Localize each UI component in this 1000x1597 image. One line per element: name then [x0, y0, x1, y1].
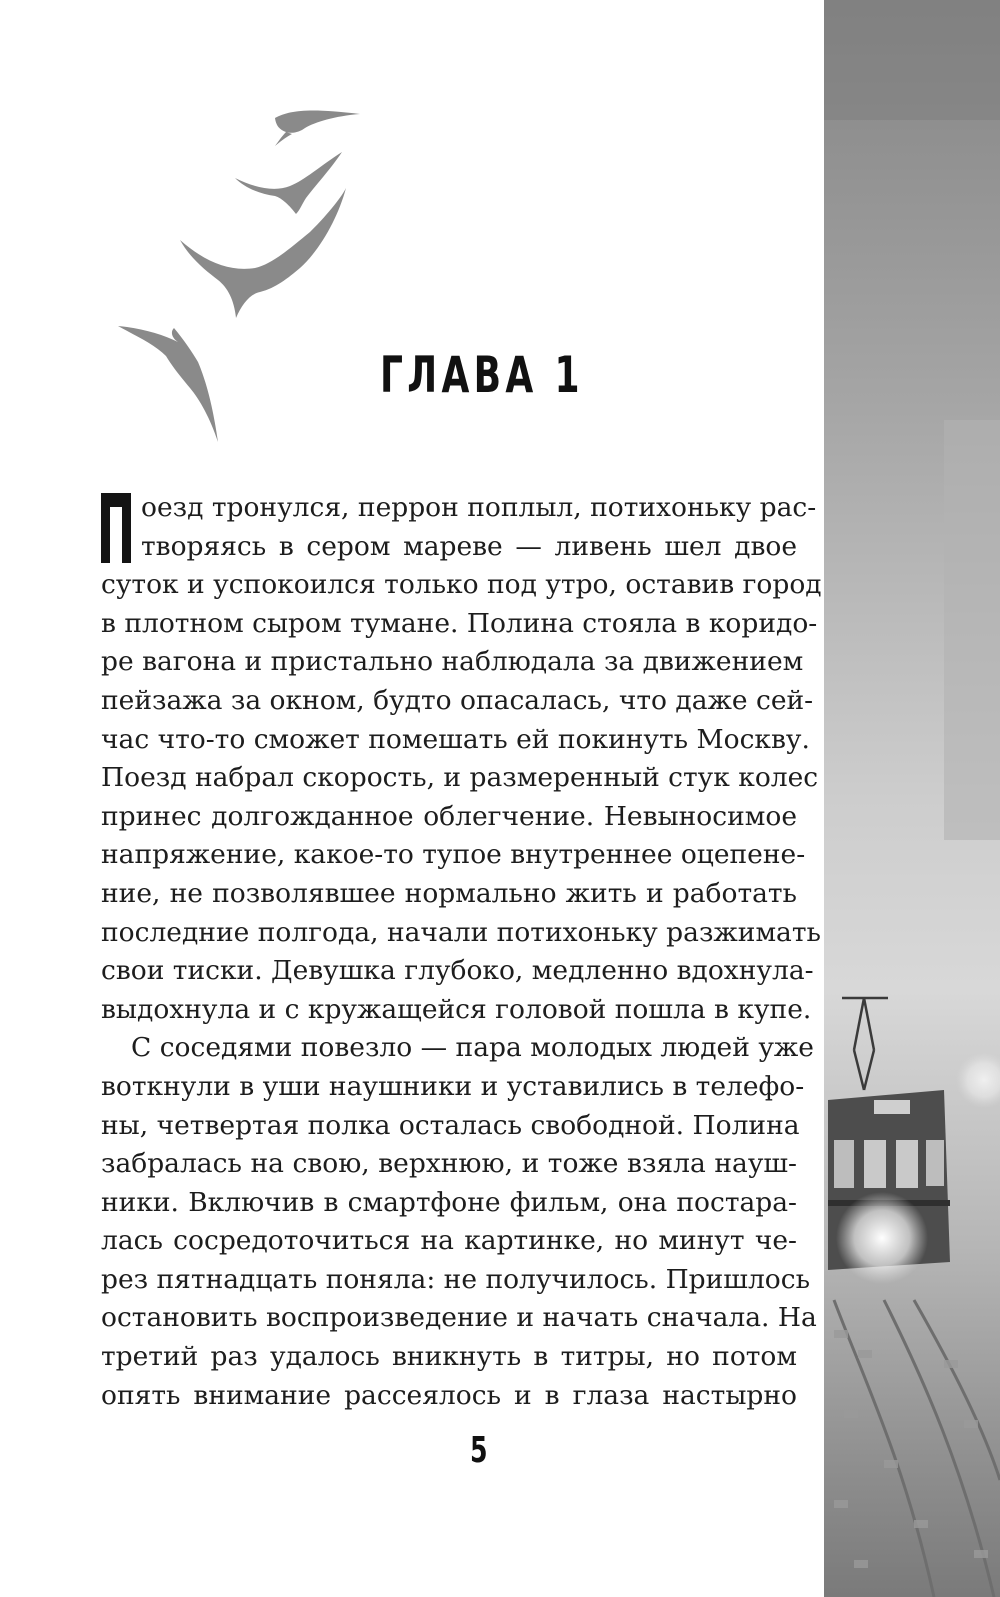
- text-line: третий раз удалось вникнуть в титры, но потом: [101, 1341, 797, 1373]
- chapter-title: ГЛАВА 1: [380, 346, 584, 404]
- text-line: выдохнула и с кружащейся головой пошла в купе.: [101, 993, 812, 1025]
- text-line: творяясь в сером мареве — ливень шел двое: [141, 530, 797, 562]
- bird-icon: [275, 111, 360, 146]
- text-line: опять внимание рассеялось и в глаза настырно: [101, 1379, 797, 1411]
- bird-icon: [118, 326, 218, 442]
- text-line: напряжение, какое-то тупое внутреннее оцепене-: [101, 839, 806, 871]
- text-line: в плотном сыром тумане. Полина стояла в коридо-: [101, 607, 818, 639]
- text-line: свои тиски. Девушка глубоко, медленно вдохнула-: [101, 955, 814, 987]
- text-line: Поезд набрал скорость, и размеренный стук колес: [101, 762, 819, 794]
- page-number: 5: [470, 1430, 488, 1471]
- text-line: суток и успокоился только под утро, оставив город: [101, 569, 822, 601]
- text-line: принес долгожданное облегчение. Невыносимое: [101, 800, 797, 832]
- text-line: ние, не позволявшее нормально жить и работать: [101, 877, 797, 909]
- text-line: оезд тронулся, перрон поплыл, потихоньку рас-: [141, 492, 817, 523]
- text-line: забралась на свою, верхнюю, и тоже взяла науш-: [101, 1148, 797, 1180]
- text-line: воткнули в уши наушники и уставились в телефо-: [101, 1070, 805, 1102]
- text-line: ны, четвертая полка осталась свободной. Полина: [101, 1109, 800, 1141]
- birds-illustration: [110, 100, 370, 460]
- text-line: С соседями повезло — пара молодых людей уже: [131, 1032, 814, 1064]
- bird-icon: [180, 188, 346, 318]
- text-line: лась сосредоточиться на картинке, но минут че-: [101, 1225, 797, 1257]
- text-line: ре вагона и пристально наблюдала за движением: [101, 646, 804, 678]
- text-line: рез пятнадцать поняла: не получилось. Пришлось: [101, 1263, 811, 1295]
- bird-icon: [235, 152, 342, 214]
- body-text: [101, 489, 822, 1415]
- text-line: остановить воспроизведение и начать сначала. На: [101, 1302, 817, 1334]
- text-line: час что-то сможет помешать ей покинуть Москву.: [101, 723, 810, 755]
- text-line: пейзажа за окном, будто опасалась, что даже сей-: [101, 684, 814, 716]
- pantograph: [842, 998, 888, 1090]
- text-line: ники. Включив в смартфоне фильм, она постара-: [101, 1186, 797, 1218]
- tram-illustration: [824, 0, 1000, 1597]
- text-line: последние полгода, начали потихоньку разжимать: [101, 916, 821, 948]
